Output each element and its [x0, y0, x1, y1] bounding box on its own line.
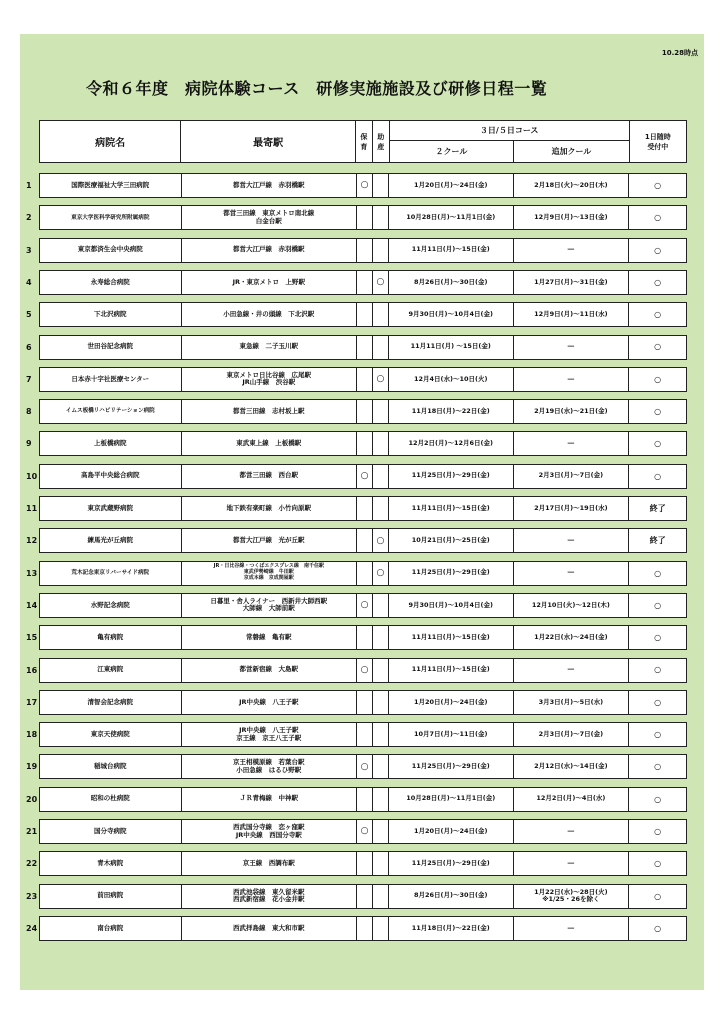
table-row: [24, 270, 688, 295]
anytime-status: ○: [654, 697, 662, 707]
round2-dates: 10月7日(月)～11日(金): [389, 723, 514, 746]
row-number: 13: [26, 568, 38, 578]
round2-dates: 9月30日(月)～10月4日(金): [389, 594, 514, 617]
nursery-mark: [357, 885, 373, 908]
extra-round-dates: 1月27日(月)～31日(金): [514, 271, 630, 294]
row-cells: [39, 270, 687, 295]
nursery-mark: [357, 432, 373, 455]
row-cells: [39, 625, 687, 650]
midwifery-mark: [373, 303, 389, 326]
round2-dates: 12月2日(月)～12月6日(金): [389, 432, 514, 455]
row-cells: [39, 367, 687, 392]
hospital-name: 江東病院: [40, 659, 182, 682]
extra-round-dates: ―: [514, 659, 630, 682]
row-cells: [39, 658, 687, 683]
extra-round-dates: 12月9日(月)～11日(水): [514, 303, 630, 326]
row-cells: [39, 302, 687, 327]
row-number: 14: [26, 600, 38, 610]
round2-dates: 1月20日(月)～24日(金): [389, 174, 514, 197]
anytime-status: ○: [654, 439, 662, 449]
table-row: [24, 302, 688, 327]
nursery-mark: [357, 917, 373, 940]
table-row: [24, 916, 688, 941]
table-row: [24, 528, 688, 553]
anytime-status: ○: [654, 213, 662, 223]
hospital-name: 下北沢病院: [40, 303, 182, 326]
midwifery-mark: [373, 788, 389, 811]
round2-dates: 11月11日(月)～15日(金): [389, 626, 514, 649]
extra-round-dates: ―: [514, 368, 630, 391]
nursery-mark: [357, 303, 373, 326]
hospital-name: 亀有病院: [40, 626, 182, 649]
nursery-mark: [357, 336, 373, 359]
row-number: 8: [26, 407, 32, 417]
midwifery-mark: [373, 497, 389, 520]
round2-dates: 11月18日(月)～22日(金): [389, 400, 514, 423]
table-row: [24, 399, 688, 424]
nursery-mark: ○: [357, 174, 373, 197]
row-cells: [39, 205, 687, 230]
midwifery-mark: [373, 659, 389, 682]
nursery-mark: [357, 529, 373, 552]
table-row: [24, 722, 688, 747]
nearest-station: 京王相模原線 若葉台駅 小田急線 はるひ野駅: [182, 755, 357, 778]
nursery-mark: [357, 400, 373, 423]
extra-round-dates: ―: [514, 239, 630, 262]
row-cells: [39, 819, 687, 844]
nursery-mark: [357, 626, 373, 649]
row-cells: [39, 528, 687, 553]
round2-dates: 1月20日(月)～24日(金): [389, 691, 514, 714]
nursery-mark: [357, 206, 373, 229]
nursery-mark: ○: [357, 820, 373, 843]
nursery-mark: [357, 852, 373, 875]
row-number: 18: [26, 730, 38, 740]
round2-dates: 11月11日(月) ～15日(金): [389, 336, 514, 359]
table-row: [24, 884, 688, 909]
extra-round-dates: 2月3日(月)～7日(金): [514, 723, 630, 746]
hospital-name: 前田病院: [40, 885, 182, 908]
row-number: 16: [26, 665, 38, 675]
midwifery-mark: [373, 626, 389, 649]
hospital-name: 東京武蔵野病院: [40, 497, 182, 520]
row-cells: [39, 173, 687, 198]
row-number: 9: [26, 439, 32, 449]
extra-round-dates: 1月22日(水)～28日(火) ※1/25・26を除く: [514, 885, 630, 908]
table-header: [39, 120, 687, 163]
anytime-status: ○: [654, 859, 662, 869]
anytime-status: ○: [654, 600, 662, 610]
extra-round-dates: 1月22日(水)～24日(金): [514, 626, 630, 649]
nursery-mark: ○: [357, 465, 373, 488]
anytime-status: ○: [654, 923, 662, 933]
round2-dates: 11月25日(月)～29日(金): [389, 465, 514, 488]
midwifery-mark: [373, 239, 389, 262]
hospital-name: 練馬光が丘病院: [40, 529, 182, 552]
table-row: [24, 593, 688, 618]
round2-dates: 8月26日(月)～30日(金): [389, 885, 514, 908]
table-row: [24, 464, 688, 489]
nearest-station: 都営三田線 西台駅: [182, 465, 357, 488]
nearest-station: JR・東京メトロ 上野駅: [182, 271, 357, 294]
nursery-mark: [357, 788, 373, 811]
nearest-station: 東京メトロ日比谷線 広尾駅 JR山手線 渋谷駅: [182, 368, 357, 391]
midwifery-mark: [373, 206, 389, 229]
nursery-mark: [357, 368, 373, 391]
anytime-status: ○: [654, 277, 662, 287]
midwifery-mark: [373, 400, 389, 423]
row-number: 15: [26, 633, 38, 643]
header-nursery: 保 育: [355, 121, 372, 163]
header-midwifery: 助 産: [372, 121, 389, 163]
hospital-name: 東京大学医科学研究所附属病院: [40, 206, 182, 229]
hospital-name: 永寿総合病院: [40, 271, 182, 294]
hospital-name: イムス板橋リハビリテーション病院: [40, 400, 182, 423]
nearest-station: 西武拝島線 東大和市駅: [182, 917, 357, 940]
anytime-status: ○: [654, 342, 662, 352]
midwifery-mark: [373, 336, 389, 359]
anytime-status: ○: [654, 730, 662, 739]
extra-round-dates: ―: [514, 562, 630, 585]
table-row: [24, 787, 688, 812]
round2-dates: 10月28日(月)～11月1日(金): [389, 206, 514, 229]
anytime-status: 終了: [649, 503, 666, 513]
row-cells: [39, 464, 687, 489]
anytime-status: ○: [654, 568, 662, 578]
nearest-station: JR中央線 八王子駅: [182, 691, 357, 714]
header-course: ３日/５日コース: [389, 121, 629, 141]
nearest-station: 都営大江戸線 赤羽橋駅: [182, 174, 357, 197]
table-row: [24, 690, 688, 715]
table-row: [24, 496, 688, 521]
extra-round-dates: ―: [514, 432, 630, 455]
extra-round-dates: ―: [514, 917, 630, 940]
nearest-station: 地下鉄有楽町線 小竹向原駅: [182, 497, 357, 520]
hospital-name: 国際医療福祉大学三田病院: [40, 174, 182, 197]
round2-dates: 11月25日(月)～29日(金): [389, 562, 514, 585]
row-cells: [39, 754, 687, 779]
row-number: 23: [26, 891, 38, 901]
extra-round-dates: ―: [514, 336, 630, 359]
extra-round-dates: 2月12日(水)～14日(金): [514, 755, 630, 778]
table-row: [24, 625, 688, 650]
nursery-mark: ○: [357, 659, 373, 682]
nursery-mark: [357, 691, 373, 714]
row-number: 20: [26, 794, 38, 804]
round2-dates: 10月21日(月)～25日(金): [389, 529, 514, 552]
row-number: 3: [26, 245, 32, 255]
table-row: [24, 561, 688, 586]
table-row: [24, 238, 688, 263]
round2-dates: 11月11日(月)～15日(金): [389, 659, 514, 682]
extra-round-dates: 12月2日(月)～4日(水): [514, 788, 630, 811]
row-number: 10: [26, 471, 38, 481]
nearest-station: 都営大江戸線 赤羽橋駅: [182, 239, 357, 262]
hospital-name: 国分寺病院: [40, 820, 182, 843]
extra-round-dates: 12月9日(月)～13日(金): [514, 206, 630, 229]
anytime-status: ○: [654, 407, 662, 416]
nursery-mark: ○: [357, 755, 373, 778]
nearest-station: 西武国分寺線 恋ヶ窪駅 JR中央線 西国分寺駅: [182, 820, 357, 843]
midwifery-mark: [373, 432, 389, 455]
midwifery-mark: [373, 691, 389, 714]
row-number: 11: [26, 504, 38, 513]
timestamp: 10.28時点: [661, 49, 698, 57]
hospital-name: 日本赤十字社医療センター: [40, 368, 182, 391]
hospital-name: 東京天使病院: [40, 723, 182, 746]
nursery-mark: [357, 723, 373, 746]
row-cells: [39, 561, 687, 586]
nearest-station: 都営大江戸線 光が丘駅: [182, 529, 357, 552]
hospital-name: 稲城台病院: [40, 755, 182, 778]
round2-dates: 9月30日(月)～10月4日(金): [389, 303, 514, 326]
round2-dates: 1月20日(月)～24日(金): [389, 820, 514, 843]
row-cells: [39, 496, 687, 521]
row-cells: [39, 399, 687, 424]
nearest-station: 日暮里・舎人ライナー 西新井大師西駅 大師線 大師前駅: [182, 594, 357, 617]
round2-dates: 11月11日(月)～15日(金): [389, 239, 514, 262]
hospital-name: 高島平中央総合病院: [40, 465, 182, 488]
nearest-station: 都営新宿線 大島駅: [182, 659, 357, 682]
table-row: [24, 173, 688, 198]
round2-dates: 11月25日(月)～29日(金): [389, 852, 514, 875]
hospital-name: 南台病院: [40, 917, 182, 940]
row-cells: [39, 787, 687, 812]
nearest-station: 京王線 西調布駅: [182, 852, 357, 875]
table-row: [24, 367, 688, 392]
round2-dates: 10月28日(月)～11月1日(金): [389, 788, 514, 811]
row-cells: [39, 916, 687, 941]
row-number: 19: [26, 762, 38, 772]
anytime-status: ○: [654, 665, 662, 675]
anytime-status: ○: [654, 762, 662, 772]
row-number: 24: [26, 923, 38, 933]
round2-dates: 11月11日(月)～15日(金): [389, 497, 514, 520]
row-number: 17: [26, 697, 38, 707]
extra-round-dates: 2月18日(火)～20日(木): [514, 174, 630, 197]
midwifery-mark: ○: [373, 529, 389, 552]
row-cells: [39, 851, 687, 876]
nursery-mark: [357, 562, 373, 585]
row-cells: [39, 884, 687, 909]
anytime-status: ○: [654, 633, 662, 643]
extra-round-dates: ―: [514, 820, 630, 843]
round2-dates: 12月4日(水)～10日(火): [389, 368, 514, 391]
row-cells: [39, 335, 687, 360]
nursery-mark: [357, 497, 373, 520]
anytime-status: ○: [654, 794, 662, 804]
midwifery-mark: [373, 917, 389, 940]
row-cells: [39, 238, 687, 263]
hospital-name: 清智会記念病院: [40, 691, 182, 714]
extra-round-dates: 2月3日(月)～7日(金): [514, 465, 630, 488]
midwifery-mark: ○: [373, 271, 389, 294]
header-extra: 追加クール: [514, 141, 630, 163]
table-row: [24, 819, 688, 844]
hospital-name: 青木病院: [40, 852, 182, 875]
anytime-status: ○: [654, 180, 662, 190]
hospital-name: 東京都済生会中央病院: [40, 239, 182, 262]
midwifery-mark: [373, 465, 389, 488]
nursery-mark: [357, 271, 373, 294]
row-number: 6: [26, 342, 32, 352]
midwifery-mark: [373, 755, 389, 778]
anytime-status: ○: [654, 826, 662, 836]
round2-dates: 11月18日(月)～22日(金): [389, 917, 514, 940]
nearest-station: 西武池袋線 東久留米駅 西武新宿線 花小金井駅: [182, 885, 357, 908]
hospital-name: 昭和の杜病院: [40, 788, 182, 811]
table-row: [24, 335, 688, 360]
nearest-station: 常磐線 亀有駅: [182, 626, 357, 649]
midwifery-mark: [373, 852, 389, 875]
hospital-name: 荒木記念東京リバーサイド病院: [40, 562, 182, 585]
row-number: 21: [26, 827, 38, 836]
row-cells: [39, 593, 687, 618]
row-cells: [39, 722, 687, 747]
hospital-name: 上板橋病院: [40, 432, 182, 455]
hospital-name: 世田谷記念病院: [40, 336, 182, 359]
table-row: [24, 431, 688, 456]
row-cells: [39, 690, 687, 715]
header-hospital: 病院名: [40, 121, 181, 163]
nearest-station: 小田急線・井の頭線 下北沢駅: [182, 303, 357, 326]
midwifery-mark: [373, 885, 389, 908]
header-round2: ２クール: [389, 141, 513, 163]
round2-dates: 8月26日(月)～30日(金): [389, 271, 514, 294]
midwifery-mark: [373, 174, 389, 197]
nearest-station: JR・日比谷線・つくばエクスプレス線 南千住駅 東武伊勢崎線 牛田駅 京成本線 京成関屋駅: [182, 562, 357, 585]
nearest-station: 都営三田線 東京メトロ南北線 白金台駅: [182, 206, 357, 229]
table-row: [24, 851, 688, 876]
row-number: 2: [26, 213, 32, 223]
header-anytime: 1日随時 受付中: [629, 121, 686, 163]
extra-round-dates: 12月10日(火)～12日(木): [514, 594, 630, 617]
page-title: 令和６年度 病院体験コース 研修実施施設及び研修日程一覧: [86, 79, 548, 98]
midwifery-mark: ○: [373, 368, 389, 391]
row-number: 4: [26, 277, 32, 287]
nearest-station: 都営三田線 志村坂上駅: [182, 400, 357, 423]
anytime-status: ○: [654, 471, 662, 481]
nearest-station: JR中央線 八王子駅 京王線 京王八王子駅: [182, 723, 357, 746]
round2-dates: 11月25日(月)～29日(金): [389, 755, 514, 778]
row-number: 1: [26, 181, 32, 190]
nursery-mark: [357, 239, 373, 262]
anytime-status: 終了: [649, 536, 666, 546]
row-number: 22: [26, 859, 38, 869]
row-number: 7: [26, 374, 32, 384]
row-cells: [39, 431, 687, 456]
extra-round-dates: ―: [514, 529, 630, 552]
table-row: [24, 658, 688, 683]
table-row: [24, 754, 688, 779]
anytime-status: ○: [654, 891, 662, 901]
anytime-status: ○: [654, 245, 662, 255]
nearest-station: 東武東上線 上板橋駅: [182, 432, 357, 455]
anytime-status: ○: [654, 374, 662, 384]
row-number: 12: [26, 536, 38, 546]
row-number: 5: [26, 310, 32, 320]
extra-round-dates: ―: [514, 852, 630, 875]
anytime-status: ○: [654, 310, 662, 320]
nursery-mark: ○: [357, 594, 373, 617]
midwifery-mark: [373, 594, 389, 617]
header-station: 最寄駅: [181, 121, 356, 163]
nearest-station: 東急線 二子玉川駅: [182, 336, 357, 359]
table-row: [24, 205, 688, 230]
midwifery-mark: [373, 723, 389, 746]
extra-round-dates: 2月19日(水)～21日(金): [514, 400, 630, 423]
hospital-name: 水野記念病院: [40, 594, 182, 617]
extra-round-dates: 2月17日(月)～19日(水): [514, 497, 630, 520]
nearest-station: ＪＲ青梅線 中神駅: [182, 788, 357, 811]
midwifery-mark: ○: [373, 562, 389, 585]
extra-round-dates: 3月3日(月)～5日(水): [514, 691, 630, 714]
midwifery-mark: [373, 820, 389, 843]
